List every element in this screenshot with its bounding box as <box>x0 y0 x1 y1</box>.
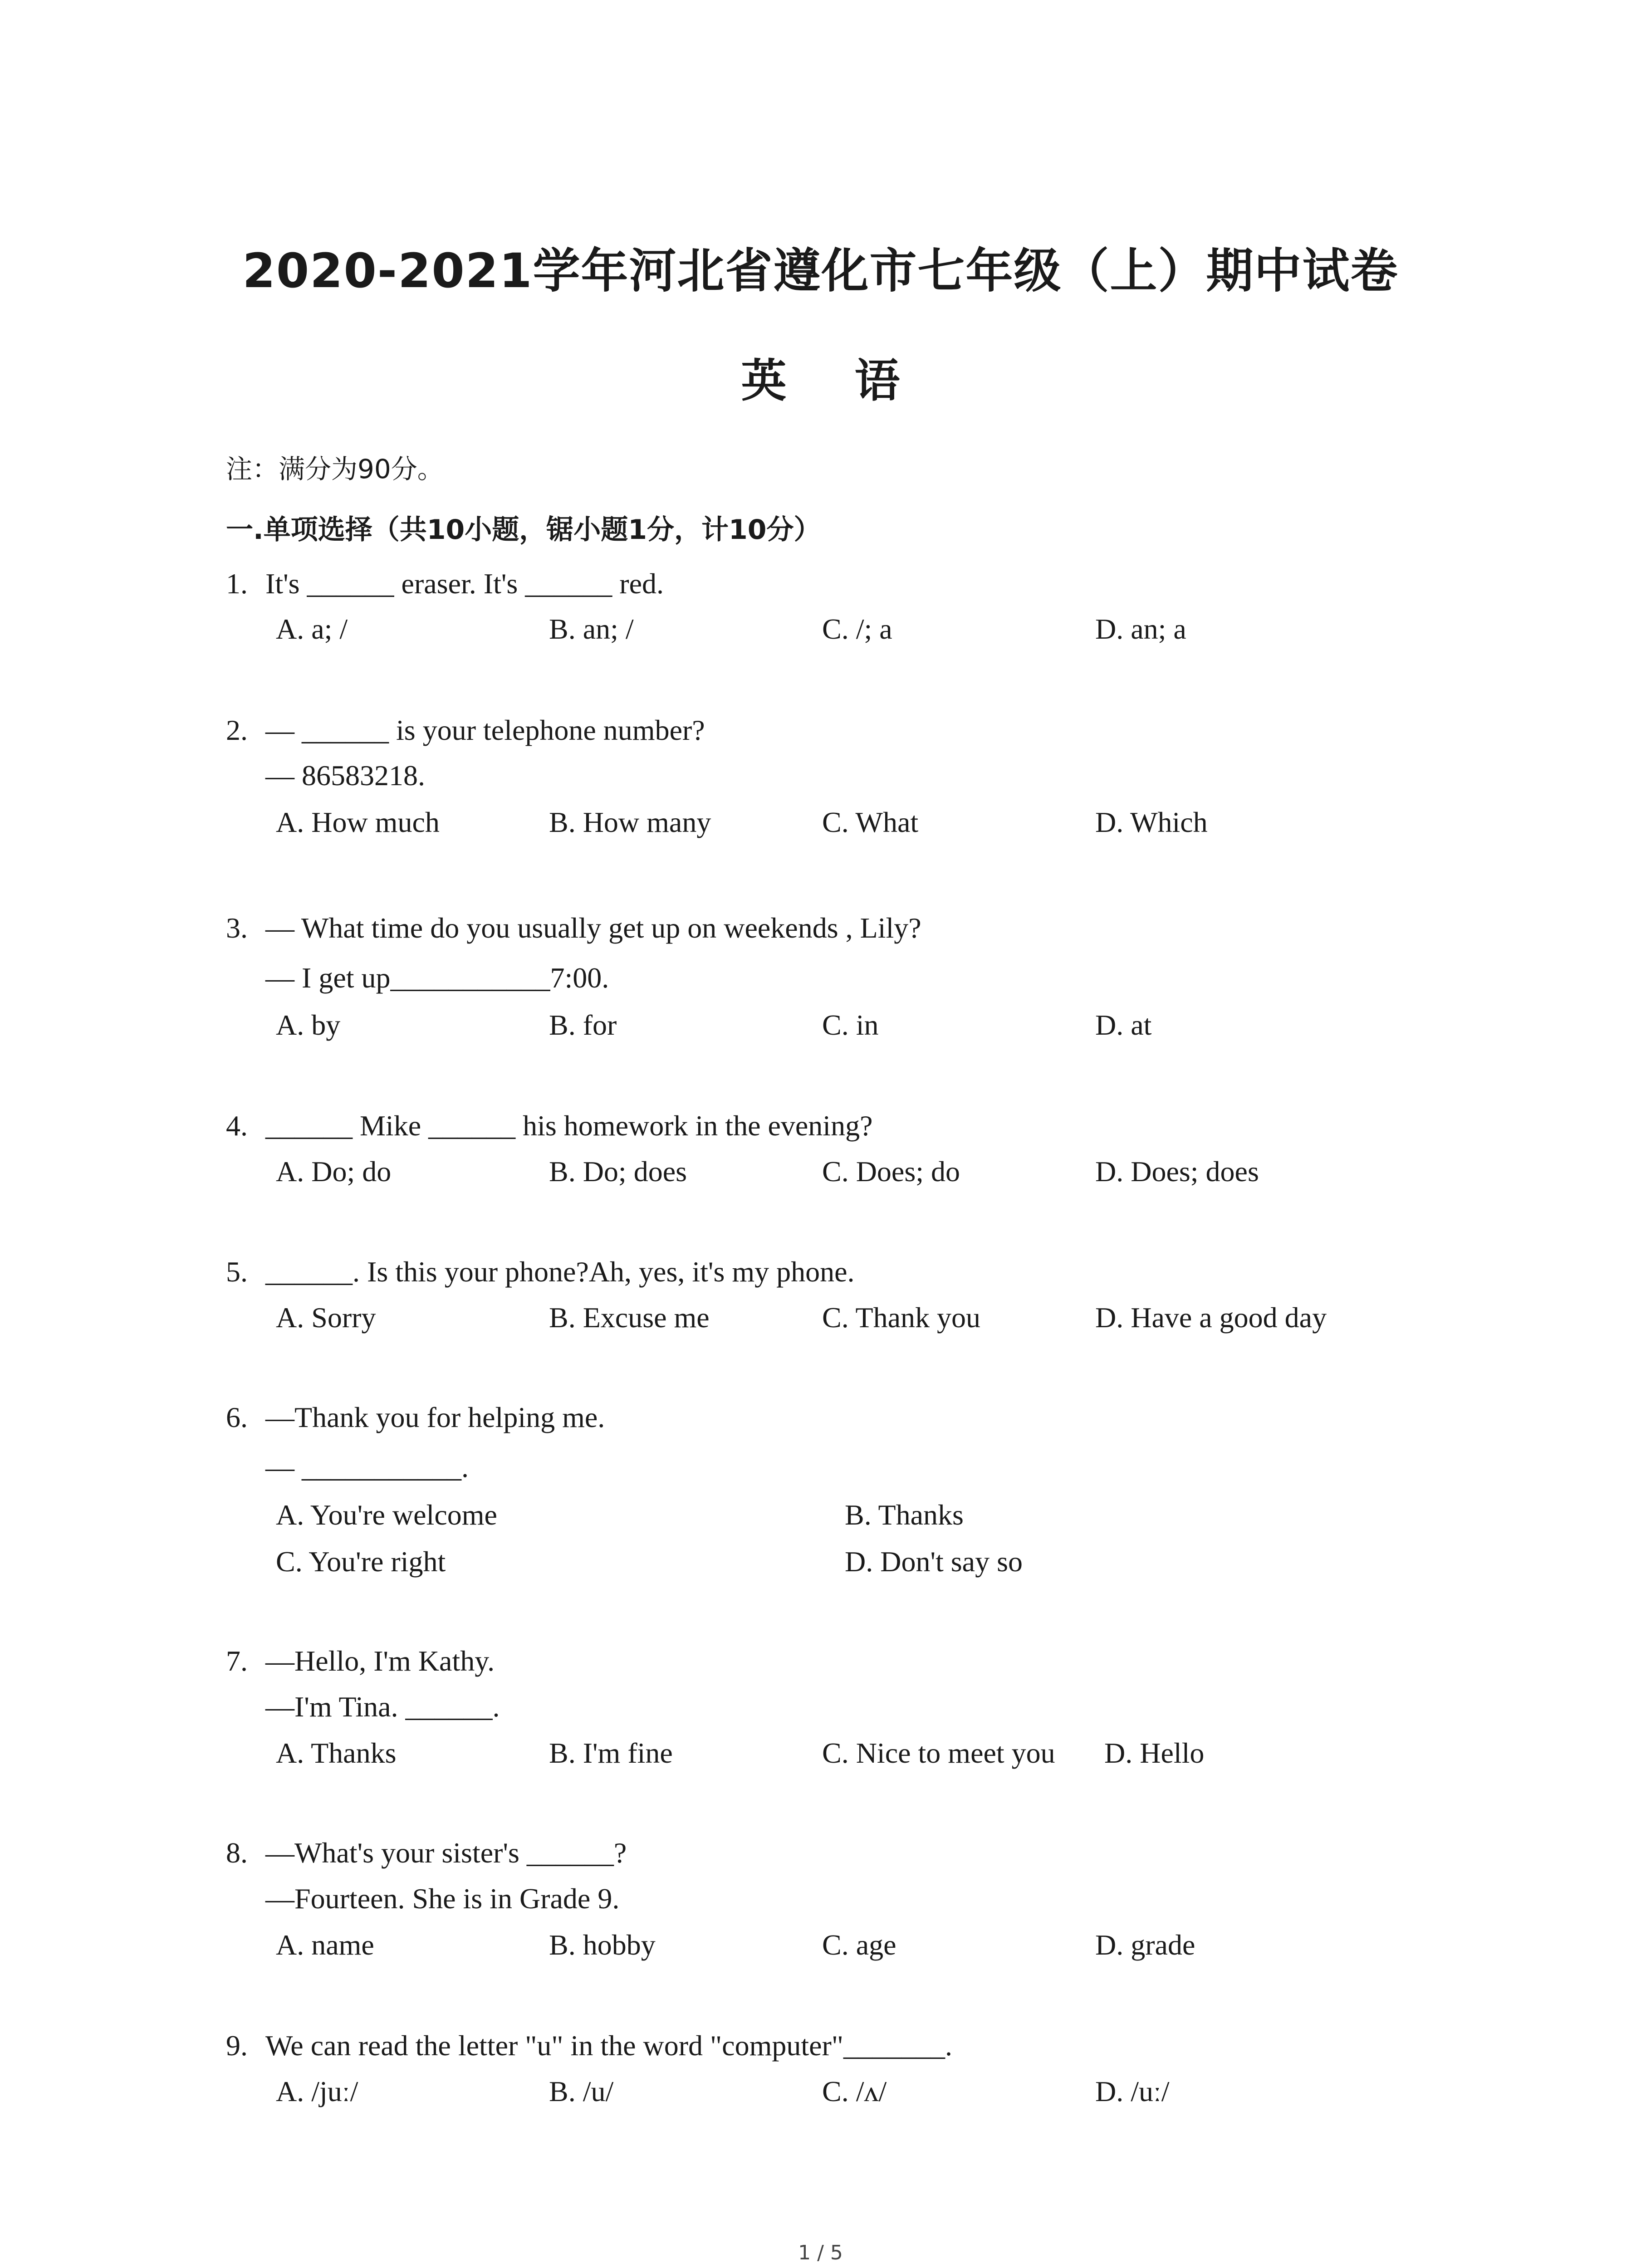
option-c: C. You're right <box>276 1545 446 1578</box>
option-b: B. I'm fine <box>549 1737 673 1769</box>
option-b: B. for <box>549 1009 617 1041</box>
section-heading: 一.单项选择（共10小题，锯小题1分，计10分） <box>226 514 821 546</box>
question-reply: — I get up___________7:00. <box>265 962 609 994</box>
question-number: 1. <box>226 567 248 600</box>
question-reply: — 86583218. <box>265 759 425 792</box>
option-b: B. Do; does <box>549 1155 687 1188</box>
question-number: 7. <box>226 1645 248 1677</box>
option-a: A. name <box>276 1929 374 1961</box>
option-c: C. What <box>822 806 919 838</box>
option-a: A. /juː/ <box>276 2075 358 2107</box>
option-a: A. Thanks <box>276 1737 397 1769</box>
question-stem: ______ Mike ______ his homework in the evening? <box>265 1110 873 1142</box>
question-stem: —Hello, I'm Kathy. <box>265 1645 495 1677</box>
option-c: C. /ʌ/ <box>822 2075 887 2107</box>
question-reply: —I'm Tina. ______. <box>265 1691 500 1723</box>
option-b: B. hobby <box>549 1929 656 1961</box>
option-c: C. Nice to meet you <box>822 1737 1055 1769</box>
question-number: 5. <box>226 1256 248 1288</box>
option-c: C. in <box>822 1009 879 1041</box>
option-a: A. How much <box>276 806 440 838</box>
subject-title: 英语 <box>741 354 968 407</box>
option-a: A. Sorry <box>276 1301 376 1334</box>
option-d: D. /uː/ <box>1095 2075 1170 2107</box>
option-d: D. an; a <box>1095 613 1186 645</box>
option-c: C. /; a <box>822 613 892 645</box>
option-a: A. Do; do <box>276 1155 392 1188</box>
option-d: D. Does; does <box>1095 1155 1259 1188</box>
question-number: 9. <box>226 2029 248 2062</box>
option-b: B. How many <box>549 806 711 838</box>
question-stem: We can read the letter "u" in the word "computer"_______. <box>265 2029 952 2062</box>
question-number: 6. <box>226 1401 248 1433</box>
option-d: D. Don't say so <box>845 1545 1023 1578</box>
score-note: 注：满分为90分。 <box>226 454 444 484</box>
question-number: 4. <box>226 1110 248 1142</box>
question-number: 8. <box>226 1837 248 1869</box>
option-a: A. a; / <box>276 613 348 645</box>
option-c: C. Does; do <box>822 1155 960 1188</box>
option-d: D. Have a good day <box>1095 1301 1327 1334</box>
option-c: C. age <box>822 1929 896 1961</box>
exam-title: 2020-2021学年河北省遵化市七年级（上）期中试卷 <box>242 243 1399 298</box>
option-c: C. Thank you <box>822 1301 981 1334</box>
question-stem: — What time do you usually get up on weekends , Lily? <box>265 912 921 944</box>
question-stem: ______. Is this your phone?Ah, yes, it's my phone. <box>265 1256 855 1288</box>
question-reply: — ___________. <box>265 1451 469 1483</box>
option-b: B. Excuse me <box>549 1301 710 1334</box>
option-d: D. Hello <box>1104 1737 1205 1769</box>
option-a: A. by <box>276 1009 341 1041</box>
option-d: D. Which <box>1095 806 1208 838</box>
question-stem: —Thank you for helping me. <box>265 1401 605 1433</box>
option-a: A. You're welcome <box>276 1499 497 1531</box>
option-d: D. at <box>1095 1009 1152 1041</box>
option-b: B. /u/ <box>549 2075 614 2107</box>
question-reply: —Fourteen. She is in Grade 9. <box>265 1882 620 1915</box>
page-indicator: 1 / 5 <box>798 2241 843 2264</box>
question-number: 3. <box>226 912 248 944</box>
option-b: B. an; / <box>549 613 634 645</box>
question-stem: It's ______ eraser. It's ______ red. <box>265 567 664 600</box>
question-stem: — ______ is your telephone number? <box>265 714 705 746</box>
question-number: 2. <box>226 714 248 746</box>
option-d: D. grade <box>1095 1929 1195 1961</box>
question-stem: —What's your sister's ______? <box>265 1837 627 1869</box>
option-b: B. Thanks <box>845 1499 964 1531</box>
